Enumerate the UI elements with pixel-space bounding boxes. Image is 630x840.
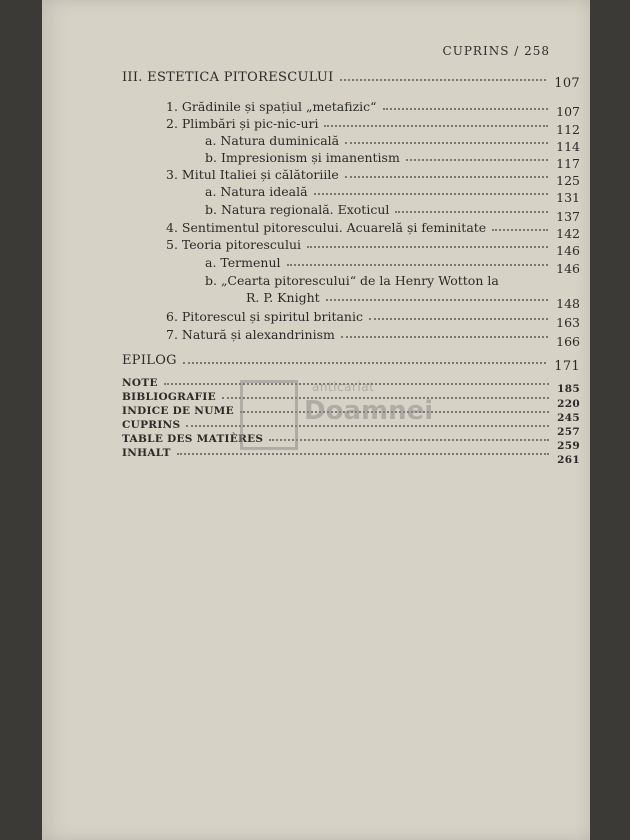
toc-entry-title: III. ESTETICA PITORESCULUI: [122, 70, 334, 85]
toc-entry-3: [166, 167, 580, 188]
dot-leader: [326, 298, 548, 301]
toc-entry-4: [166, 220, 580, 241]
toc-entry-page: 257: [557, 426, 580, 438]
toc-entry-title: CUPRINS: [122, 419, 181, 431]
toc-entry-page: 163: [556, 315, 580, 330]
toc-entry-page: 166: [556, 334, 580, 349]
toc-entry-page: 137: [556, 209, 580, 224]
toc-entry-3b: [205, 202, 580, 224]
toc-entry-6: [166, 309, 580, 330]
toc-entry-1: [166, 99, 580, 119]
dot-leader: [324, 124, 548, 127]
toc-entry-title: 1. Grădinile și spațiul „metafizic“: [166, 99, 377, 114]
toc-entry-7: [166, 327, 580, 349]
toc-entry-page: 107: [554, 76, 580, 91]
toc-entry-page: 125: [556, 173, 580, 188]
toc-entry-title: 4. Sentimentul pitorescului. Acuarelă și feminitate: [166, 220, 487, 235]
toc-entry-2a: [205, 133, 580, 154]
toc-entry-page: 131: [556, 190, 580, 205]
toc-entry-title: EPILOG: [122, 353, 177, 368]
toc-entry-2: [166, 116, 580, 137]
running-head: CUPRINS / 258: [442, 44, 550, 58]
dot-leader: [369, 317, 548, 320]
watermark-small-text: anticariat: [312, 380, 375, 394]
toc-entry-page: 142: [556, 226, 580, 241]
dot-leader: [492, 228, 548, 231]
toc-entry-page: 117: [556, 156, 580, 171]
dot-leader: [345, 141, 548, 144]
toc-entry-title: 7. Natură și alexandrinism: [166, 327, 335, 342]
toc-entry-page: 171: [554, 359, 580, 374]
dot-leader: [341, 335, 548, 338]
toc-entry-title: b. Natura regională. Exoticul: [205, 202, 390, 217]
toc-entry-title: 6. Pitorescul și spiritul britanic: [166, 309, 363, 324]
toc-entry-title: a. Termenul: [205, 255, 281, 270]
toc-entry-title: a. Natura duminicală: [205, 133, 340, 148]
toc-entry-page: 107: [556, 104, 580, 119]
toc-entry-page: 114: [556, 139, 580, 154]
toc-entry-title: BIBLIOGRAFIE: [122, 391, 216, 403]
dot-leader: [177, 452, 549, 455]
dot-leader: [287, 263, 549, 266]
toc-entry-title: 5. Teoria pitorescului: [166, 237, 302, 252]
toc-entry-5b: [246, 290, 580, 311]
toc-entry-epilog: [122, 353, 580, 374]
dot-leader: [395, 210, 548, 213]
toc-entry-page: 148: [556, 296, 580, 311]
toc-entry-title: R. P. Knight: [246, 290, 320, 305]
toc-entry-page: 146: [556, 243, 580, 258]
toc-entry-5: [166, 237, 580, 258]
watermark-box: [240, 380, 298, 450]
toc-entry-5a: [205, 255, 580, 276]
toc-entry-title: 2. Plimbări și pic-nic-uri: [166, 116, 319, 131]
watermark-logo: [240, 380, 450, 452]
toc-entry-title: INDICE DE NUME: [122, 405, 234, 417]
toc-entry-2b: [205, 150, 580, 171]
toc-entry-title: 3. Mitul Italiei și călătoriile: [166, 167, 339, 182]
toc-entry-page: 259: [557, 440, 580, 452]
watermark-big-text: Doamnei: [304, 396, 434, 426]
dot-leader: [406, 158, 548, 161]
dot-leader: [307, 245, 548, 248]
book-page: [42, 0, 590, 840]
toc-entry-3a: [205, 184, 580, 205]
toc-entry-page: 245: [557, 412, 580, 424]
toc-entry-page: 185: [557, 383, 580, 395]
dot-leader: [345, 175, 548, 178]
toc-entry-page: 112: [556, 122, 580, 137]
toc-entry-title: NOTE: [122, 377, 158, 389]
toc-entry-title: INHALT: [122, 447, 171, 459]
toc-entry-page: 261: [557, 454, 580, 466]
toc-entry-title: TABLE DES MATIÈRES: [122, 433, 264, 445]
dot-leader: [340, 78, 547, 81]
toc-entry-page: 146: [556, 261, 580, 276]
toc-entry-section-iii: [122, 70, 580, 91]
toc-entry-title: a. Natura ideală: [205, 184, 308, 199]
dot-leader: [314, 192, 549, 195]
dot-leader: [383, 107, 549, 110]
toc-entry-title: b. Impresionism și imanentism: [205, 150, 400, 165]
toc-entry-page: 220: [557, 398, 580, 410]
dot-leader: [183, 361, 546, 364]
toc-entry-5b-line1: b. „Cearta pitorescului“ de la Henry Wotton la: [205, 273, 499, 288]
